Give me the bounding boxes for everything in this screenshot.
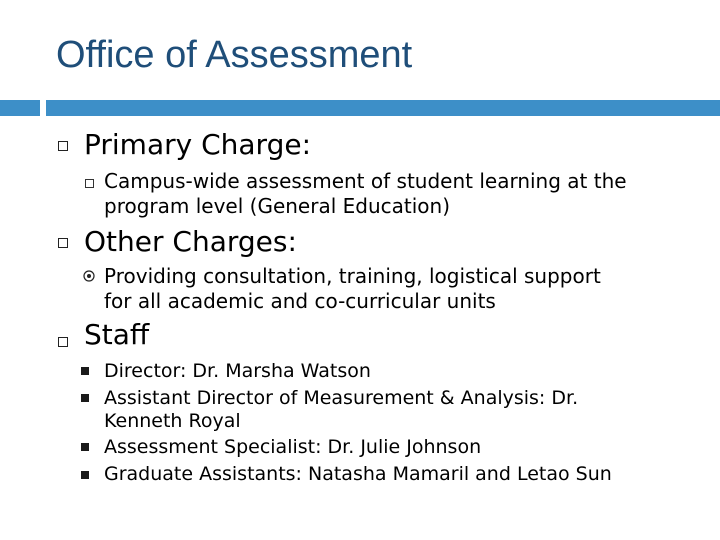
open-square-bullet-icon — [85, 179, 94, 188]
staff-heading: Staff — [84, 318, 150, 351]
staff-member-line: Graduate Assistants: Natasha Mamaril and Letao Sun — [104, 463, 612, 485]
other-charges-heading: Other Charges: — [84, 225, 297, 258]
open-square-bullet-icon — [58, 337, 68, 347]
slide-title: Office of Assessment — [56, 34, 413, 76]
accent-bar-left — [0, 100, 40, 116]
primary-charge-detail-line2: program level (General Education) — [104, 194, 450, 218]
other-charges-detail-line2: for all academic and co-curricular units — [104, 289, 496, 313]
other-charges-detail-line1: Providing consultation, training, logistical support — [104, 264, 601, 288]
filled-square-bullet-icon — [81, 394, 89, 402]
staff-member-line: Assistant Director of Measurement & Analysis: Dr. — [104, 387, 579, 409]
primary-charge-heading: Primary Charge: — [84, 128, 312, 161]
filled-square-bullet-icon — [81, 367, 89, 375]
accent-bar-right — [46, 100, 720, 116]
filled-square-bullet-icon — [81, 443, 89, 451]
staff-member-line-continued: Kenneth Royal — [104, 410, 241, 432]
target-bullet-icon — [83, 270, 95, 282]
primary-charge-detail-line1: Campus-wide assessment of student learning at the — [104, 169, 627, 193]
open-square-bullet-icon — [58, 141, 68, 151]
open-square-bullet-icon — [58, 238, 68, 248]
staff-member-line: Director: Dr. Marsha Watson — [104, 360, 371, 382]
filled-square-bullet-icon — [81, 471, 89, 479]
staff-member-line: Assessment Specialist: Dr. Julie Johnson — [104, 436, 482, 458]
